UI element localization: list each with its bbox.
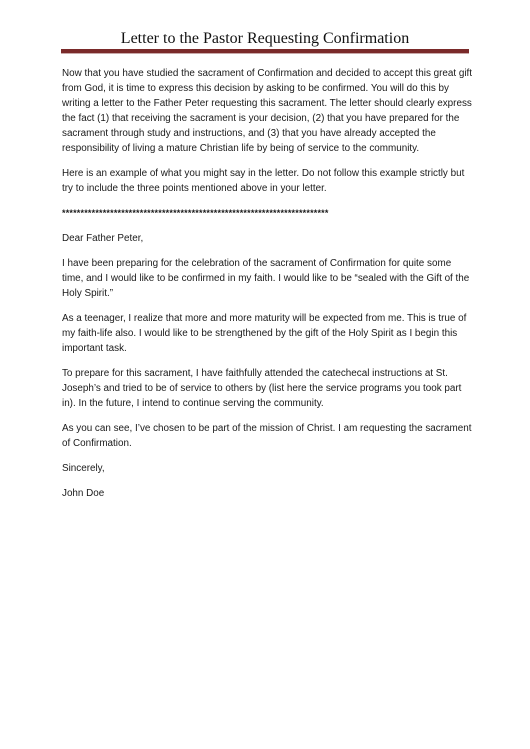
page-title: Letter to the Pastor Requesting Confirmation [120,30,410,47]
intro-paragraph: Now that you have studied the sacrament of Confirmation and decided to accept this great gift from God, it is time to express this decision by asking to be confirmed. You will do this by writing a letter to the Father Peter requesting this sacrament. The letter should clearly express the fact (1) that receiving the sacrament is your decision, (2) that you have prepared for the sacrament through study and instructions, and (3) that you have already accepted the responsibility of living a mature Christian life by being of service to the community. [62,68,473,154]
instructions-paragraph: Here is an example of what you might say in the letter. Do not follow this example strictly but try to include the three points mentioned above in your letter. [62,168,465,194]
title-divider [61,49,469,54]
asterisk-separator: ************************************************************************ [62,208,329,218]
letter-signature: John Doe [62,488,105,499]
letter-paragraph-2: As a teenager, I realize that more and more maturity will be expected from me. This is true of my faith-life also. I would like to be strengthened by the gift of the Holy Spirit as I begin this important task. [62,313,467,354]
letter-paragraph-3: To prepare for this sacrament, I have faithfully attended the catechecal instructions at St. Joseph’s and tried to be of service to others by (list here the service programs you took part in). In the future, I intend to continue serving the community. [62,368,462,409]
letter-paragraph-4: As you can see, I’ve chosen to be part of the mission of Christ. I am requesting the sacrament of Confirmation. [62,423,472,449]
letter-closing: Sincerely, [62,463,105,474]
letter-paragraph-1: I have been preparing for the celebration of the sacrament of Confirmation for quite some time, and I would like to be confirmed in my faith. I would like to be “sealed with the Gift of the Holy Spirit.” [62,258,470,299]
letter-salutation: Dear Father Peter, [62,233,144,244]
document-body [62,66,474,511]
